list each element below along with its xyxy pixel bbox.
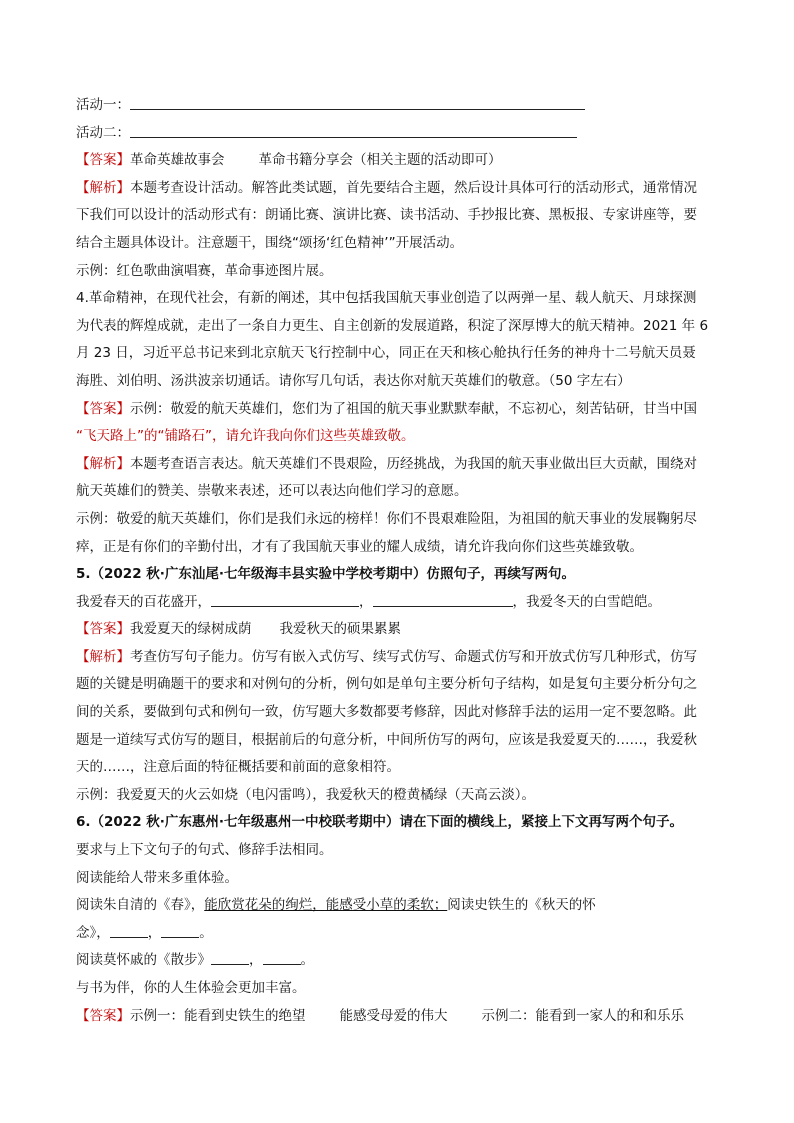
- document-page: [76, 92, 716, 1030]
- q6-intro: 阅读能给人带来多重体验。: [76, 869, 238, 886]
- q5-analysis-line2: 题的关键是明确题干的要求和对例句的分析，例句如是单句主要分析句子结构，如是复句主要分析分句之: [76, 676, 697, 693]
- activity-2-label: 活动二：: [76, 124, 130, 141]
- q6-answer: [76, 1003, 716, 1031]
- q6-mo-line: [76, 947, 716, 975]
- q6-blank-4[interactable]: [263, 949, 301, 965]
- q6-zhu-line: [76, 892, 716, 920]
- q4-answer-text1: 示例：敬爱的航天英雄们，您们为了祖国的航天事业默默奉献，不忘初心，刻苦钻研，甘当中国: [130, 400, 697, 417]
- activity-2-blank[interactable]: [130, 122, 577, 138]
- q3-analysis-line2: 下我们可以设计的活动形式有：朗诵比赛、演讲比赛、读书活动、手抄报比赛、黑板报、专家讲座等，要: [76, 207, 697, 224]
- activity-2-line: [76, 120, 716, 148]
- q6-answer-part3: 示例二：能看到一家人的和和乐乐: [481, 1007, 684, 1024]
- q4-answer-line1: [76, 396, 716, 424]
- answer-tag: 【答案】: [76, 152, 130, 169]
- activity-1-line: [76, 92, 716, 120]
- q6-sep-1: ，: [147, 924, 162, 941]
- answer-tag: 【答案】: [76, 400, 130, 417]
- q5-analysis-line1: [76, 644, 716, 672]
- q6-cont-line: [76, 920, 716, 948]
- analysis-tag: 【解析】: [76, 455, 130, 472]
- q5-prompt: [76, 589, 716, 617]
- q5-answer: [76, 616, 716, 644]
- q4-answer-line2: “飞天路上”的“铺路石”，请允许我向你们这些英雄致敬。: [76, 428, 415, 445]
- answer-tag: 【答案】: [76, 621, 130, 638]
- q4-line3: 月 23 日，习近平总书记来到北京航天飞行控制中心，同正在天和核心舱执行任务的神舟十二号航天员聂: [76, 345, 696, 362]
- activity-1-label: 活动一：: [76, 97, 130, 113]
- q4-example-line2: 瘁，正是有你们的辛勤付出，才有了我国航天事业的耀人成绩，请允许我向你们这些英雄致敬。: [76, 538, 643, 555]
- q3-analysis-line1: [76, 175, 716, 203]
- q3-answer-part1: 革命英雄故事会: [130, 152, 225, 169]
- q6-zhu-a: 阅读朱自清的《春》，: [76, 897, 205, 914]
- q5-example: 示例：我爱夏天的火云如烧（电闪雷鸣），我爱秋天的橙黄橘绿（天高云淡）。: [76, 786, 535, 803]
- q6-answer-part1: 示例一：能看到史铁生的绝望: [130, 1007, 306, 1024]
- q6-mo: 阅读莫怀戚的《散步》: [76, 952, 211, 969]
- q6-sep-2: ，: [249, 952, 263, 969]
- q4-line2: 为代表的辉煌成就，走出了一条自力更生、自主创新的发展道路，积淀了深厚博大的航天精神。2021 年 6: [76, 317, 709, 334]
- q6-title: 6.（2022 秋·广东惠州·七年级惠州一中校联考期中）请在下面的横线上，紧接上下文再写两个句子。: [76, 814, 684, 831]
- activity-1-blank[interactable]: [130, 94, 585, 110]
- q6-end-punct-2: 。: [300, 952, 314, 969]
- q4-analysis-line1: [76, 451, 716, 479]
- q3-answer-part2: 革命书籍分享会（相关主题的活动即可）: [258, 152, 502, 169]
- q5-prompt-start: 我爱春天的百花盛开，: [76, 593, 211, 610]
- q6-cont-a: 念》，: [76, 924, 110, 941]
- q6-blank-1[interactable]: [110, 922, 148, 938]
- q5-prompt-end: ，我爱冬天的白雪皑皑。: [512, 593, 661, 610]
- q5-prompt-sep: ，: [359, 593, 373, 610]
- q6-answer-part2: 能感受母爱的伟大: [339, 1007, 448, 1024]
- q6-end-line: 与书为伴，你的人生体验会更加丰富。: [76, 980, 306, 996]
- q6-zhu-c: 阅读史铁生的《秋天的怀: [447, 897, 596, 914]
- analysis-tag: 【解析】: [76, 179, 130, 196]
- q5-analysis-text1: 考查仿写句子能力。仿写有嵌入式仿写、续写式仿写、命题式仿写和开放式仿写几种形式，仿写: [130, 648, 697, 665]
- q4-line4: 海胜、刘伯明、汤洪波亲切通话。请你写几句话，表达你对航天英雄们的敬意。（50 字左右）: [76, 372, 631, 389]
- answer-tag: 【答案】: [76, 1007, 130, 1024]
- q6-end-punct-1: 。: [199, 924, 213, 941]
- q5-answer-part1: 我爱夏天的绿树成荫: [130, 621, 252, 638]
- q4-analysis-line2: 航天英雄们的赞美、崇敬来表述，还可以表达向他们学习的意愿。: [76, 483, 468, 500]
- q4-line1: 4.革命精神，在现代社会，有新的阐述，其中包括我国航天事业创造了以两弹一星、载人航天、月球探测: [76, 290, 697, 307]
- q3-analysis-line3: 结合主题具体设计。注意题干，围绕“颂扬‘红色精神’”开展活动。: [76, 234, 464, 251]
- q6-blank-2[interactable]: [161, 922, 199, 938]
- q6-requirement: 要求与上下文句子的句式、修辞手法相同。: [76, 842, 333, 859]
- q3-example: 示例：红色歌曲演唱赛，革命事迹图片展。: [76, 262, 333, 279]
- q5-analysis-line4: 题是一道续写式仿写的题目，根据前后的句意分析，中间所仿写的两句，应该是我爱夏天的……，我爱秋: [76, 731, 697, 748]
- analysis-tag: 【解析】: [76, 648, 130, 665]
- q4-analysis-text1: 本题考查语言表达。航天英雄们不畏艰险，历经挑战，为我国的航天事业做出巨大贡献，围绕对: [130, 455, 697, 472]
- q5-blank-2[interactable]: [373, 591, 513, 607]
- q3-answer: [76, 147, 716, 175]
- q6-blank-3[interactable]: [211, 949, 249, 965]
- q5-analysis-line5: 天的……，注意后面的特征概括要和前面的意象相符。: [76, 759, 400, 776]
- q3-analysis-text1: 本题考查设计活动。解答此类试题，首先要结合主题，然后设计具体可行的活动形式，通常情况: [130, 179, 697, 196]
- q5-blank-1[interactable]: [211, 591, 359, 607]
- q5-analysis-line3: 间的关系，要做到句式和例句一致，仿写题大多数都要考修辞，因此对修辞手法的运用一定不要忽略。此: [76, 704, 697, 721]
- q5-title: 5.（2022 秋·广东汕尾·七年级海丰县实验中学校考期中）仿照句子，再续写两句。: [76, 566, 576, 583]
- q4-example-line1: 示例：敬爱的航天英雄们，你们是我们永远的榜样！你们不畏艰难险阻，为祖国的航天事业的发展鞠躬尽: [76, 510, 697, 527]
- q6-zhu-b: 能欣赏花朵的绚烂，能感受小草的柔软；: [204, 897, 448, 914]
- q5-answer-part2: 我爱秋天的硕果累累: [279, 621, 401, 638]
